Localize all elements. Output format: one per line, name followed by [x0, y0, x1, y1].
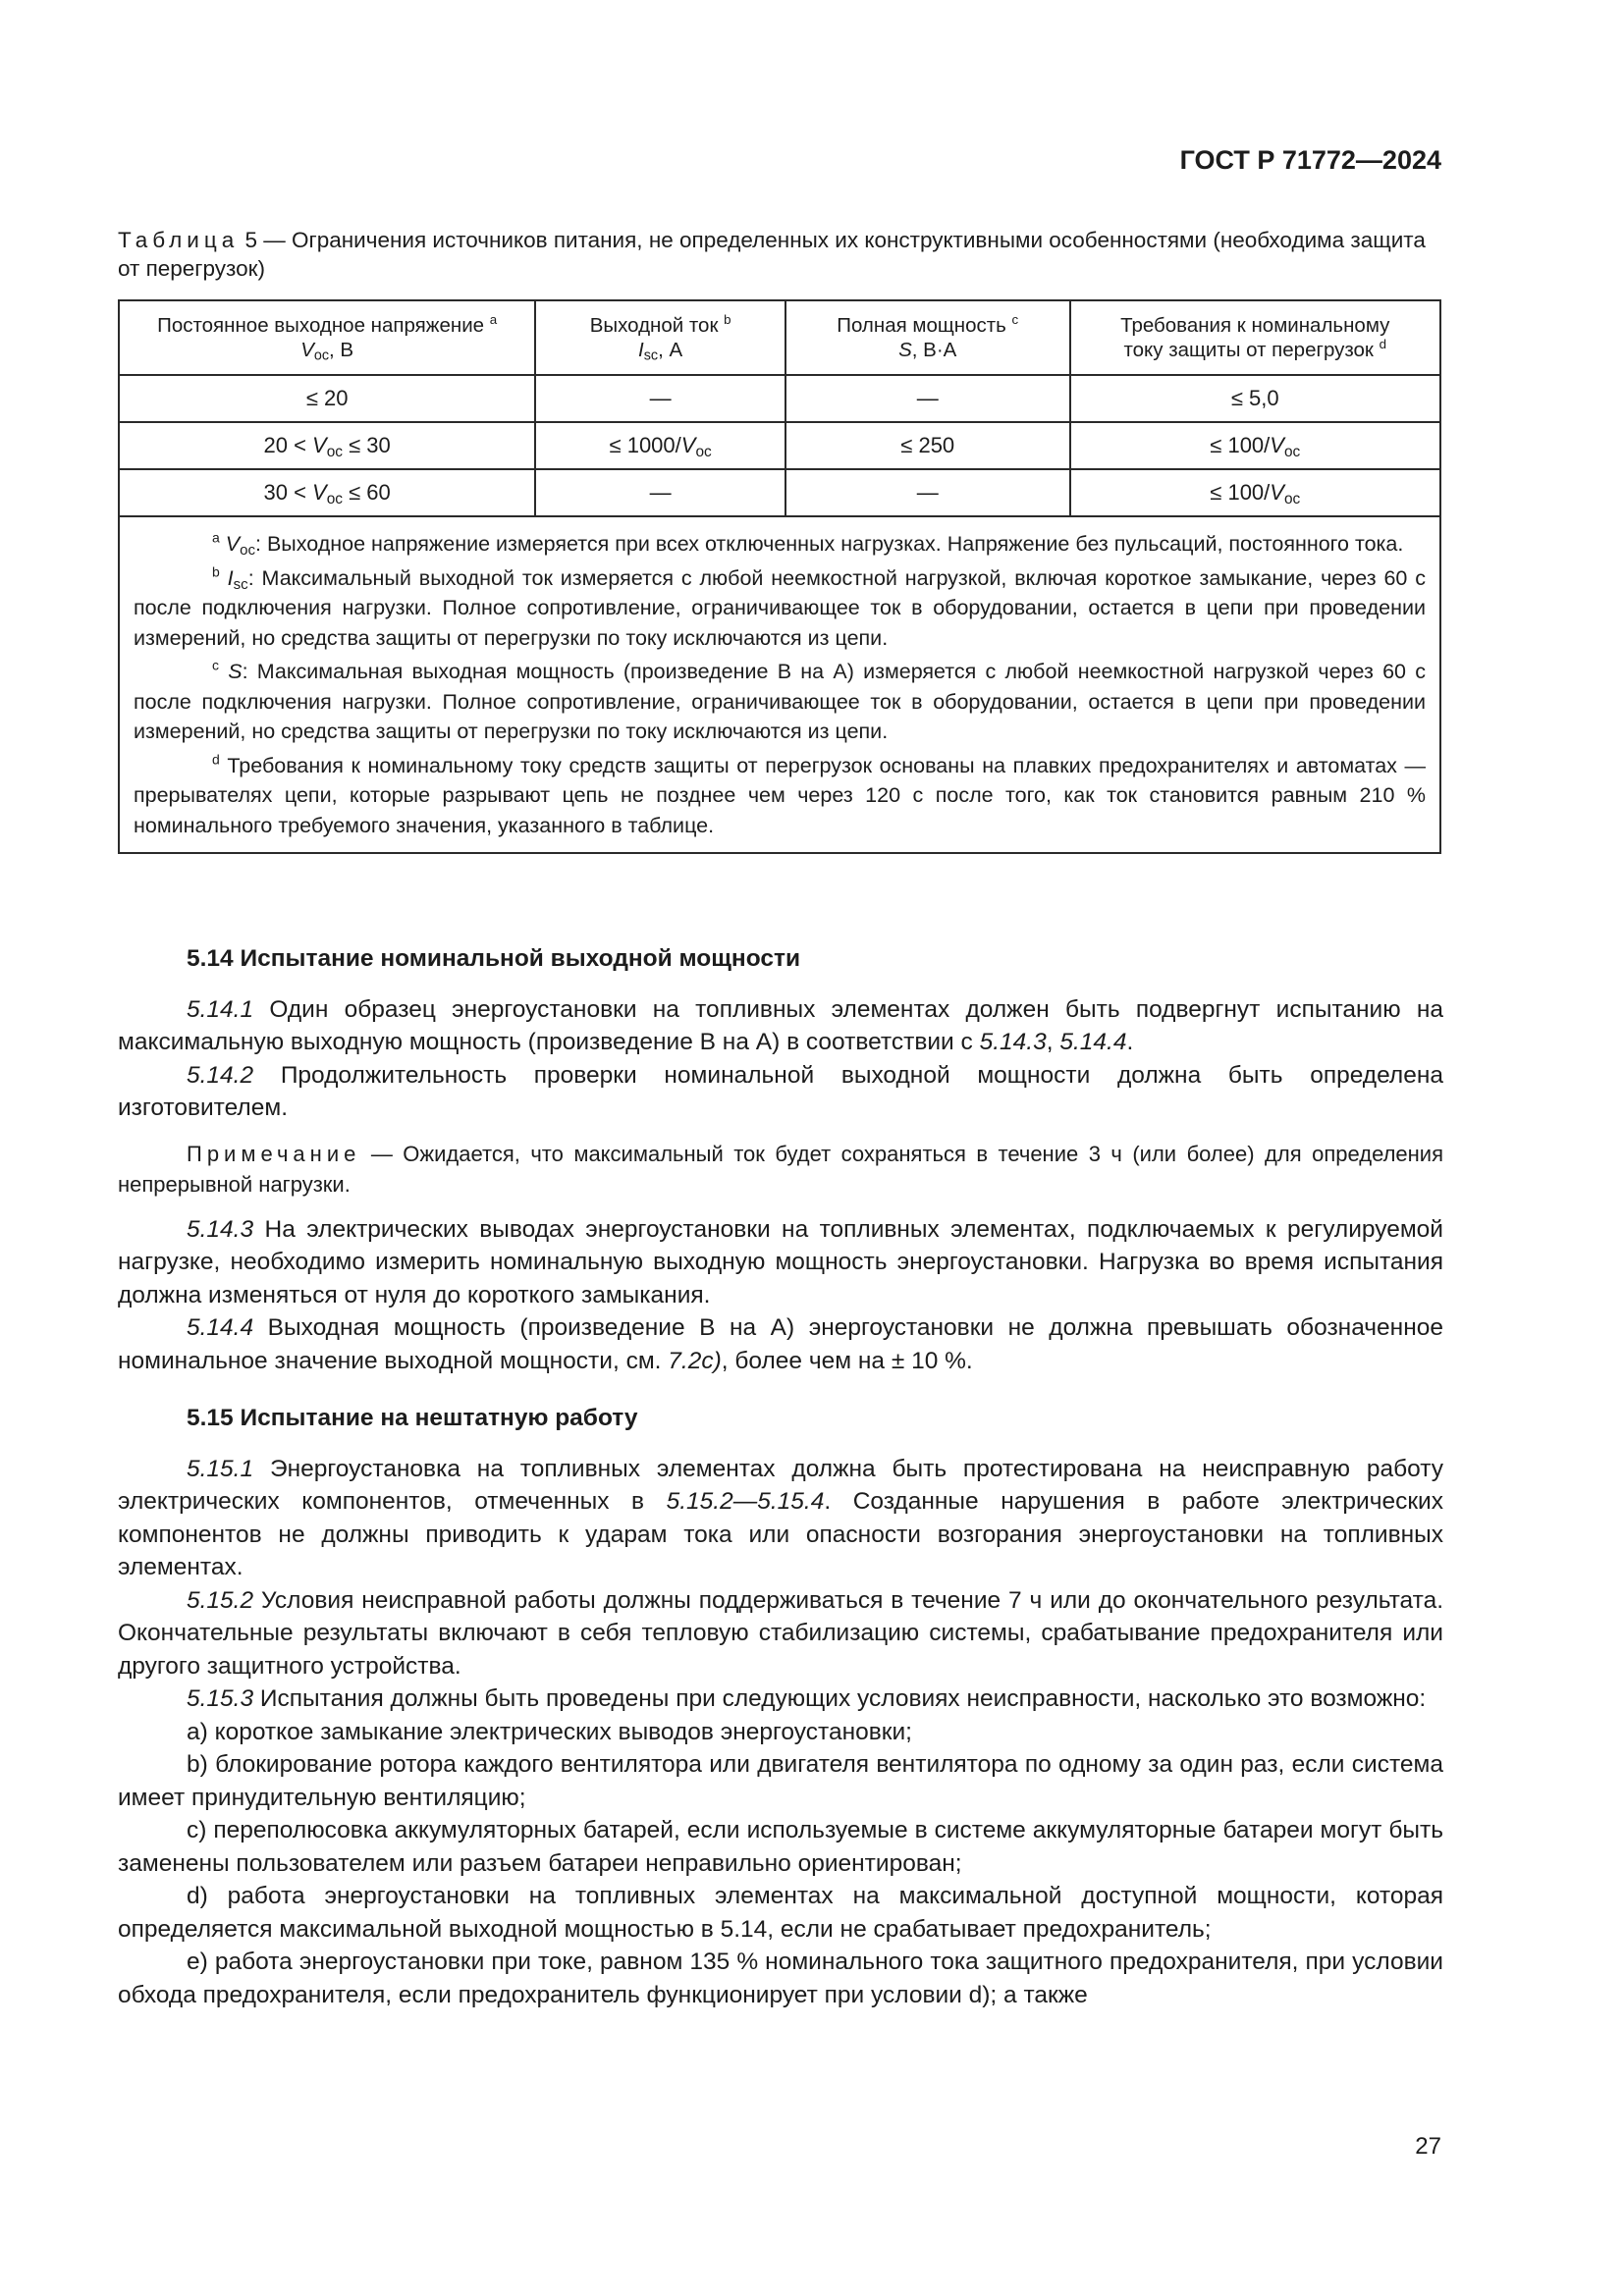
list-item-a: a) короткое замыкание электрических выводов энергоустановки;	[187, 1718, 912, 1745]
section-heading-5-15: 5.15 Испытание на нештатную работу	[187, 1405, 638, 1431]
paragraph-5-15-1: 5.15.1 Энергоустановка на топливных элементах должна быть протестирована на неисправную работу электрических компонентов, отмеченных в 5.15.2—5.15.4. Созданные нарушения в работе электрических компонентов не должны приводить к ударам тока или опасности возгорания энергоустановки на топливных элементах.	[118, 1455, 1443, 1580]
paragraph-5-14-4: 5.14.4 Выходная мощность (произведение В на А) энергоустановки не должна превышать обозначенное номинальное значение выходной мощности, см. 7.2c), более чем на ± 10 %.	[118, 1314, 1443, 1374]
section-heading-5-14: 5.14 Испытание номинальной выходной мощности	[187, 945, 801, 972]
table-row	[119, 375, 1440, 422]
table-cell: ≤ 250	[785, 422, 1070, 469]
table-caption-text: 5 — Ограничения источников питания, не определенных их конструктивными особенностями (необходима защита от перегрузок)	[118, 228, 1426, 281]
note-5-14: Примечание — Ожидается, что максимальный ток будет сохраняться в течение 3 ч (или более) для определения непрерывной нагрузки.	[118, 1141, 1443, 1197]
footnote-a: $^a$ $V_{oc}$: Выходное напряжение измеряется при всех отключенных нагрузках. Напряжение без пульсаций, постоянного тока.	[212, 529, 1404, 559]
table-cell: ≤ $100/V_{oc}$	[1070, 422, 1441, 469]
paragraph-5-15-3: 5.15.3 Испытания должны быть проведены при следующих условиях неисправности, насколько это возможно:	[187, 1685, 1427, 1712]
table-row	[119, 469, 1440, 516]
column-header-voltage: Постоянное выходное напряжение $^a$ $V_{oc}$, В	[119, 300, 535, 375]
table-cell: —	[535, 375, 785, 422]
paragraph-5-14-3: 5.14.3 На электрических выводах энергоустановки на топливных элементах, подключаемых к регулируемой нагрузке, необходимо измерить номинальную выходную мощность энергоустановки. Нагрузка во время испытания должна изменяться от нуля до короткого замыкания.	[118, 1215, 1443, 1308]
table-notes-row	[119, 516, 1440, 853]
footnote-c: $^c$ S: Максимальная выходная мощность (произведение В на А) измеряется с любой неемкостной нагрузкой через 60 с после подключения нагрузки. Полное сопротивление, ограничивающее ток в оборудовании, остается в цепи при проведении измерений, но средства защиты от перегрузки по току исключаются из цепи.	[134, 657, 1426, 743]
list-item-e: e) работа энергоустановки при токе, равном 135 % номинального тока защитного предохранителя, при условии обхода предохранителя, если предохранитель функционирует при условии d); а также	[118, 1949, 1443, 2008]
table-cell: —	[785, 469, 1070, 516]
table-cell: ≤ 5,0	[1070, 375, 1441, 422]
table-cell: $30 < V_{oc} \le 60$	[119, 469, 535, 516]
table-footnotes	[119, 516, 1440, 853]
table-caption	[118, 226, 1443, 283]
table-cell: —	[785, 375, 1070, 422]
page-number: 27	[1415, 2133, 1441, 2160]
table-caption-word: Таблица	[118, 228, 240, 252]
section-5-14	[118, 942, 1443, 1377]
table-row	[119, 422, 1440, 469]
footnote-d: $^d$ Требования к номинальному току средств защиты от перегрузок основаны на плавких предохранителях и автоматах — прерывателях цепи, которые разрывают цепь не позднее чем через 120 с после того, как ток становится равным 210 % номинального требуемого значения, указанного в таблице.	[134, 751, 1426, 837]
document-id: ГОСТ Р 71772—2024	[1179, 145, 1441, 175]
paragraph-5-15-2: 5.15.2 Условия неисправной работы должны поддерживаться в течение 7 ч или до окончательного результата. Окончательные результаты включают в себя тепловую стабилизацию системы, срабатывание предохранителя или другого защитного устройства.	[118, 1586, 1443, 1680]
table-cell: $20 < V_{oc} \le 30$	[119, 422, 535, 469]
section-5-15	[118, 1402, 1443, 2011]
paragraph-5-14-1: 5.14.1 Один образец энергоустановки на топливных элементах должен быть подвергнут испытанию на максимальную выходную мощность (произведение В на А) в соответствии с 5.14.3, 5.14.4.	[118, 995, 1443, 1055]
table-header-row	[119, 300, 1440, 375]
table-cell: —	[535, 469, 785, 516]
power-source-limits-table	[118, 299, 1441, 854]
paragraph-5-14-2: 5.14.2 Продолжительность проверки номинальной выходной мощности должна быть определена изготовителем.	[118, 1061, 1443, 1121]
table-cell: ≤ $100/V_{oc}$	[1070, 469, 1441, 516]
list-item-b: b) блокирование ротора каждого вентилятора или двигателя вентилятора по одному за один раз, если система имеет принудительную вентиляцию;	[118, 1751, 1443, 1811]
column-header-power: Полная мощность $^c$ S, В·А	[785, 300, 1070, 375]
column-header-overload-protection: Требования к номинальному току защиты от перегрузок $^d$	[1070, 300, 1441, 375]
column-header-current: Выходной ток $^b$ $I_{sc}$, А	[535, 300, 785, 375]
list-item-d: d) работа энергоустановки на топливных элементах на максимальной доступной мощности, которая определяется максимальной выходной мощностью в 5.14, если не срабатывает предохранитель;	[118, 1883, 1443, 1943]
list-item-c: c) переполюсовка аккумуляторных батарей, если используемые в системе аккумуляторные батареи могут быть заменены пользователем или разъем батареи неправильно ориентирован;	[118, 1817, 1443, 1877]
table-cell: ≤ 20	[119, 375, 535, 422]
table-cell: ≤ $1000/V_{oc}$	[535, 422, 785, 469]
footnote-b: $^b$ $I_{sc}$: Максимальный выходной ток измеряется с любой неемкостной нагрузкой, включая короткое замыкание, через 60 с после подключения нагрузки. Полное сопротивление, ограничивающее ток в оборудовании, остается в цепи при проведении измерений, но средства защиты от перегрузки по току исключаются из цепи.	[134, 563, 1426, 650]
